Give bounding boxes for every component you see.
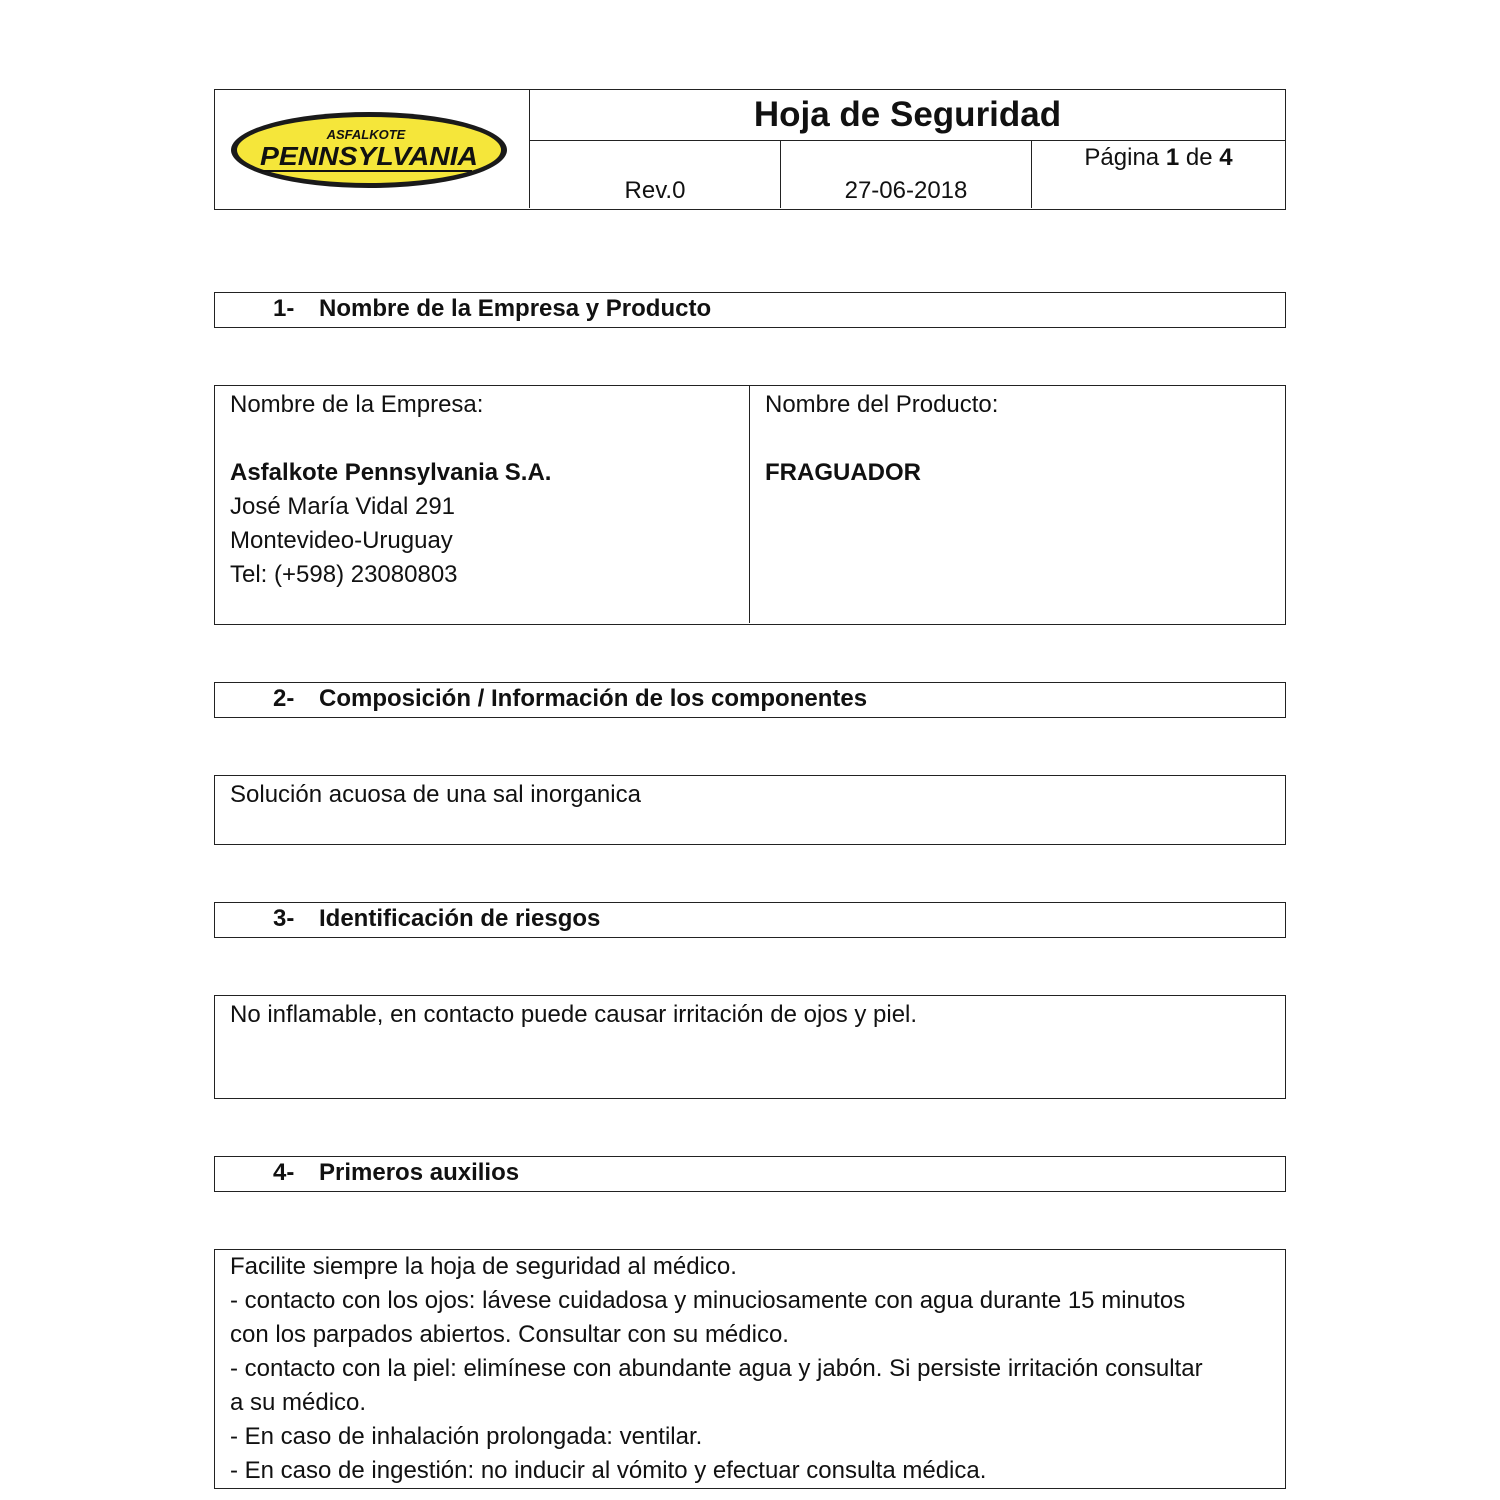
composition-box — [214, 775, 1286, 845]
document-header — [214, 89, 1286, 210]
doc-title: Hoja de Seguridad — [753, 95, 1062, 134]
revision-cell — [530, 141, 781, 208]
company-label: Nombre de la Empresa: — [230, 391, 484, 418]
doc-title-cell — [530, 90, 1285, 141]
company-city: Montevideo-Uruguay — [230, 527, 453, 554]
logo-small-text: ASFALKOTE — [326, 127, 406, 142]
page-total: 4 — [1219, 144, 1233, 171]
composition-text: Solución acuosa de una sal inorganica — [230, 781, 641, 808]
first-aid-line: - En caso de inhalación prolongada: ventilar. — [230, 1423, 703, 1450]
logo-cell — [215, 90, 530, 208]
first-aid-box — [214, 1249, 1286, 1489]
first-aid-line: a su médico. — [230, 1389, 367, 1416]
company-product-table — [214, 385, 1286, 625]
page-sep: de — [1185, 144, 1213, 171]
company-tel: Tel: (+598) 23080803 — [230, 561, 458, 588]
section-1-number: 1- — [273, 295, 295, 322]
section-4-number: 4- — [273, 1159, 295, 1186]
section-2-header — [214, 682, 1286, 718]
product-label: Nombre del Producto: — [765, 391, 999, 418]
section-3-header — [214, 902, 1286, 938]
page-current: 1 — [1165, 144, 1180, 171]
page-indicator — [1032, 141, 1285, 175]
first-aid-line: - contacto con la piel: elimínese con abundante agua y jabón. Si persiste irritación consultar — [230, 1355, 1203, 1382]
product-name: FRAGUADOR — [765, 459, 921, 486]
company-address: José María Vidal 291 — [230, 493, 456, 520]
section-1-title: Nombre de la Empresa y Producto — [319, 295, 712, 322]
first-aid-line: - contacto con los ojos: lávese cuidadosa y minuciosamente con agua durante 15 minutos — [230, 1287, 1186, 1314]
date-cell — [781, 141, 1032, 208]
company-cell — [215, 386, 750, 623]
section-4-header — [214, 1156, 1286, 1192]
section-4-title: Primeros auxilios — [319, 1159, 520, 1186]
section-1-header — [214, 292, 1286, 328]
section-2-title: Composición / Información de los componentes — [319, 685, 868, 712]
revision: Rev.0 — [624, 177, 686, 204]
product-cell — [751, 386, 1285, 623]
page-prefix: Página — [1084, 144, 1160, 171]
risks-text: No inflamable, en contacto puede causar irritación de ojos y piel. — [230, 1001, 918, 1028]
revision-date: 27-06-2018 — [844, 177, 968, 204]
section-2-number: 2- — [273, 685, 295, 712]
section-3-title: Identificación de riesgos — [319, 905, 601, 932]
first-aid-line: Facilite siempre la hoja de seguridad al médico. — [230, 1253, 737, 1280]
first-aid-line: - En caso de ingestión: no inducir al vómito y efectuar consulta médica. — [230, 1457, 987, 1484]
page-cell — [1032, 141, 1285, 208]
logo-big-text: PENNSYLVANIA — [260, 141, 478, 171]
company-name: Asfalkote Pennsylvania S.A. — [230, 459, 552, 486]
first-aid-line: con los parpados abiertos. Consultar con su médico. — [230, 1321, 789, 1348]
risks-box — [214, 995, 1286, 1099]
company-logo — [228, 109, 510, 191]
section-3-number: 3- — [273, 905, 295, 932]
